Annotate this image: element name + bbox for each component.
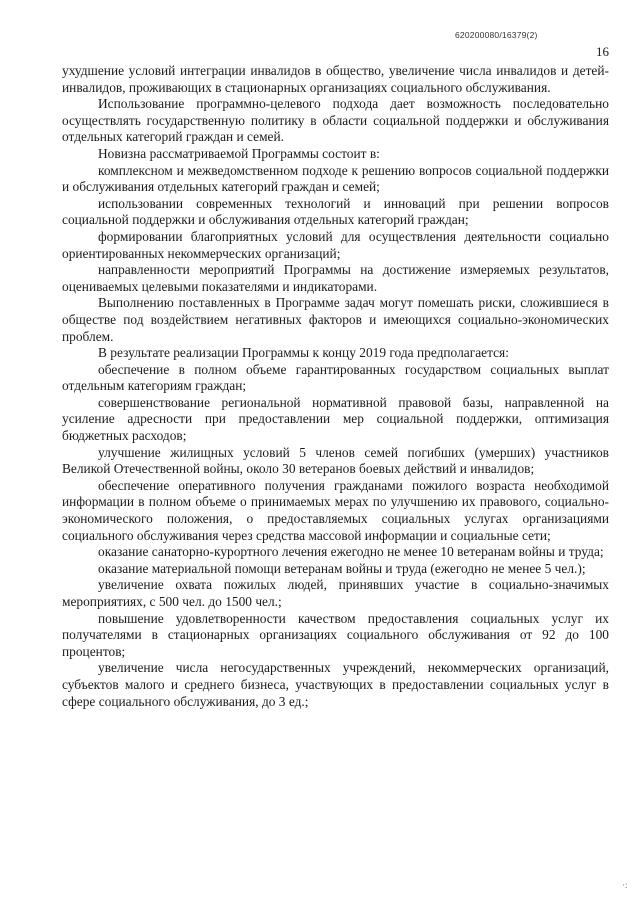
list-item: увеличение числа негосударственных учреждений, некоммерческих организаций, субъектов малого и среднего бизнеса, участвующих в предоставлении социальных услуг в сфере социального обслуживания, до 3 ед.; [62,660,609,709]
paragraph: Выполнению поставленных в Программе задач могут помешать риски, сложившиеся в обществе под воздействием негативных факторов и имеющихся социально-экономических проблем. [62,295,609,344]
list-item: комплексном и межведомственном подходе к решению вопросов социальной поддержки и обслуживания отдельных категорий граждан и семей; [62,162,609,195]
list-item: формировании благоприятных условий для осуществления деятельности социально ориентированных некоммерческих организаций; [62,228,609,261]
document-code: 620200080/16379(2) [455,30,538,40]
list-item: оказание санаторно-курортного лечения ежегодно не менее 10 ветеранам войны и труда; [98,544,604,560]
list-item: повышение удовлетворенности качеством предоставления социальных услуг их получателями в стационарных организациях социального обслуживания от 92 до 100 процентов; [62,610,609,659]
list-item: улучшение жилищных условий 5 членов семей погибших (умерших) участников Великой Отечественной войны, около 30 ветеранов боевых действий и инвалидов; [62,444,609,477]
page-number: 16 [596,44,609,59]
list-item: увеличение охвата пожилых людей, принявших участие в социально-значимых мероприятиях, с 500 чел. до 1500 чел.; [62,577,609,609]
paragraph: В результате реализации Программы к концу 2019 года предполагается: [98,345,509,361]
list-item: обеспечение в полном объеме гарантированных государством социальных выплат отдельным категориям граждан; [62,361,609,394]
list-item: оказание материальной помощи ветеранам войны и труда (ежегодно не менее 5 чел.); [98,560,586,576]
list-item: обеспечение оперативного получения гражданами пожилого возраста необходимой информации в полном объеме о принимаемых мерах по улучшению их правового, социально-экономического положения, о предоставляемых социальных услугах организациями социального обслуживания через средства массовой информации и социальные сети; [62,477,609,543]
list-item: использовании современных технологий и инноваций при решении вопросов социальной поддержки и обслуживания отдельных категорий граждан; [62,195,609,228]
list-item: направленности мероприятий Программы на достижение измеряемых результатов, оцениваемых целевыми показателями и индикаторами. [62,262,609,294]
scan-speck: ·: [622,880,628,890]
document-body [62,63,609,710]
list-item: совершенствование региональной нормативной правовой базы, направленной на усиление адресности при предоставлении мер социальной поддержки, оптимизация бюджетных расходов; [62,394,609,444]
paragraph: Использование программно-целевого подхода дает возможность последовательно осуществлять государственную политику в области социальной поддержки и обслуживания отдельных категорий граждан и семей. [62,96,609,145]
paragraph-continuation: ухудшение условий интеграции инвалидов в общество, увеличение числа инвалидов и детей-инвалидов, проживающих в стационарных организациях социального обслуживания. [62,63,609,95]
paragraph: Новизна рассматриваемой Программы состоит в: [98,145,380,161]
